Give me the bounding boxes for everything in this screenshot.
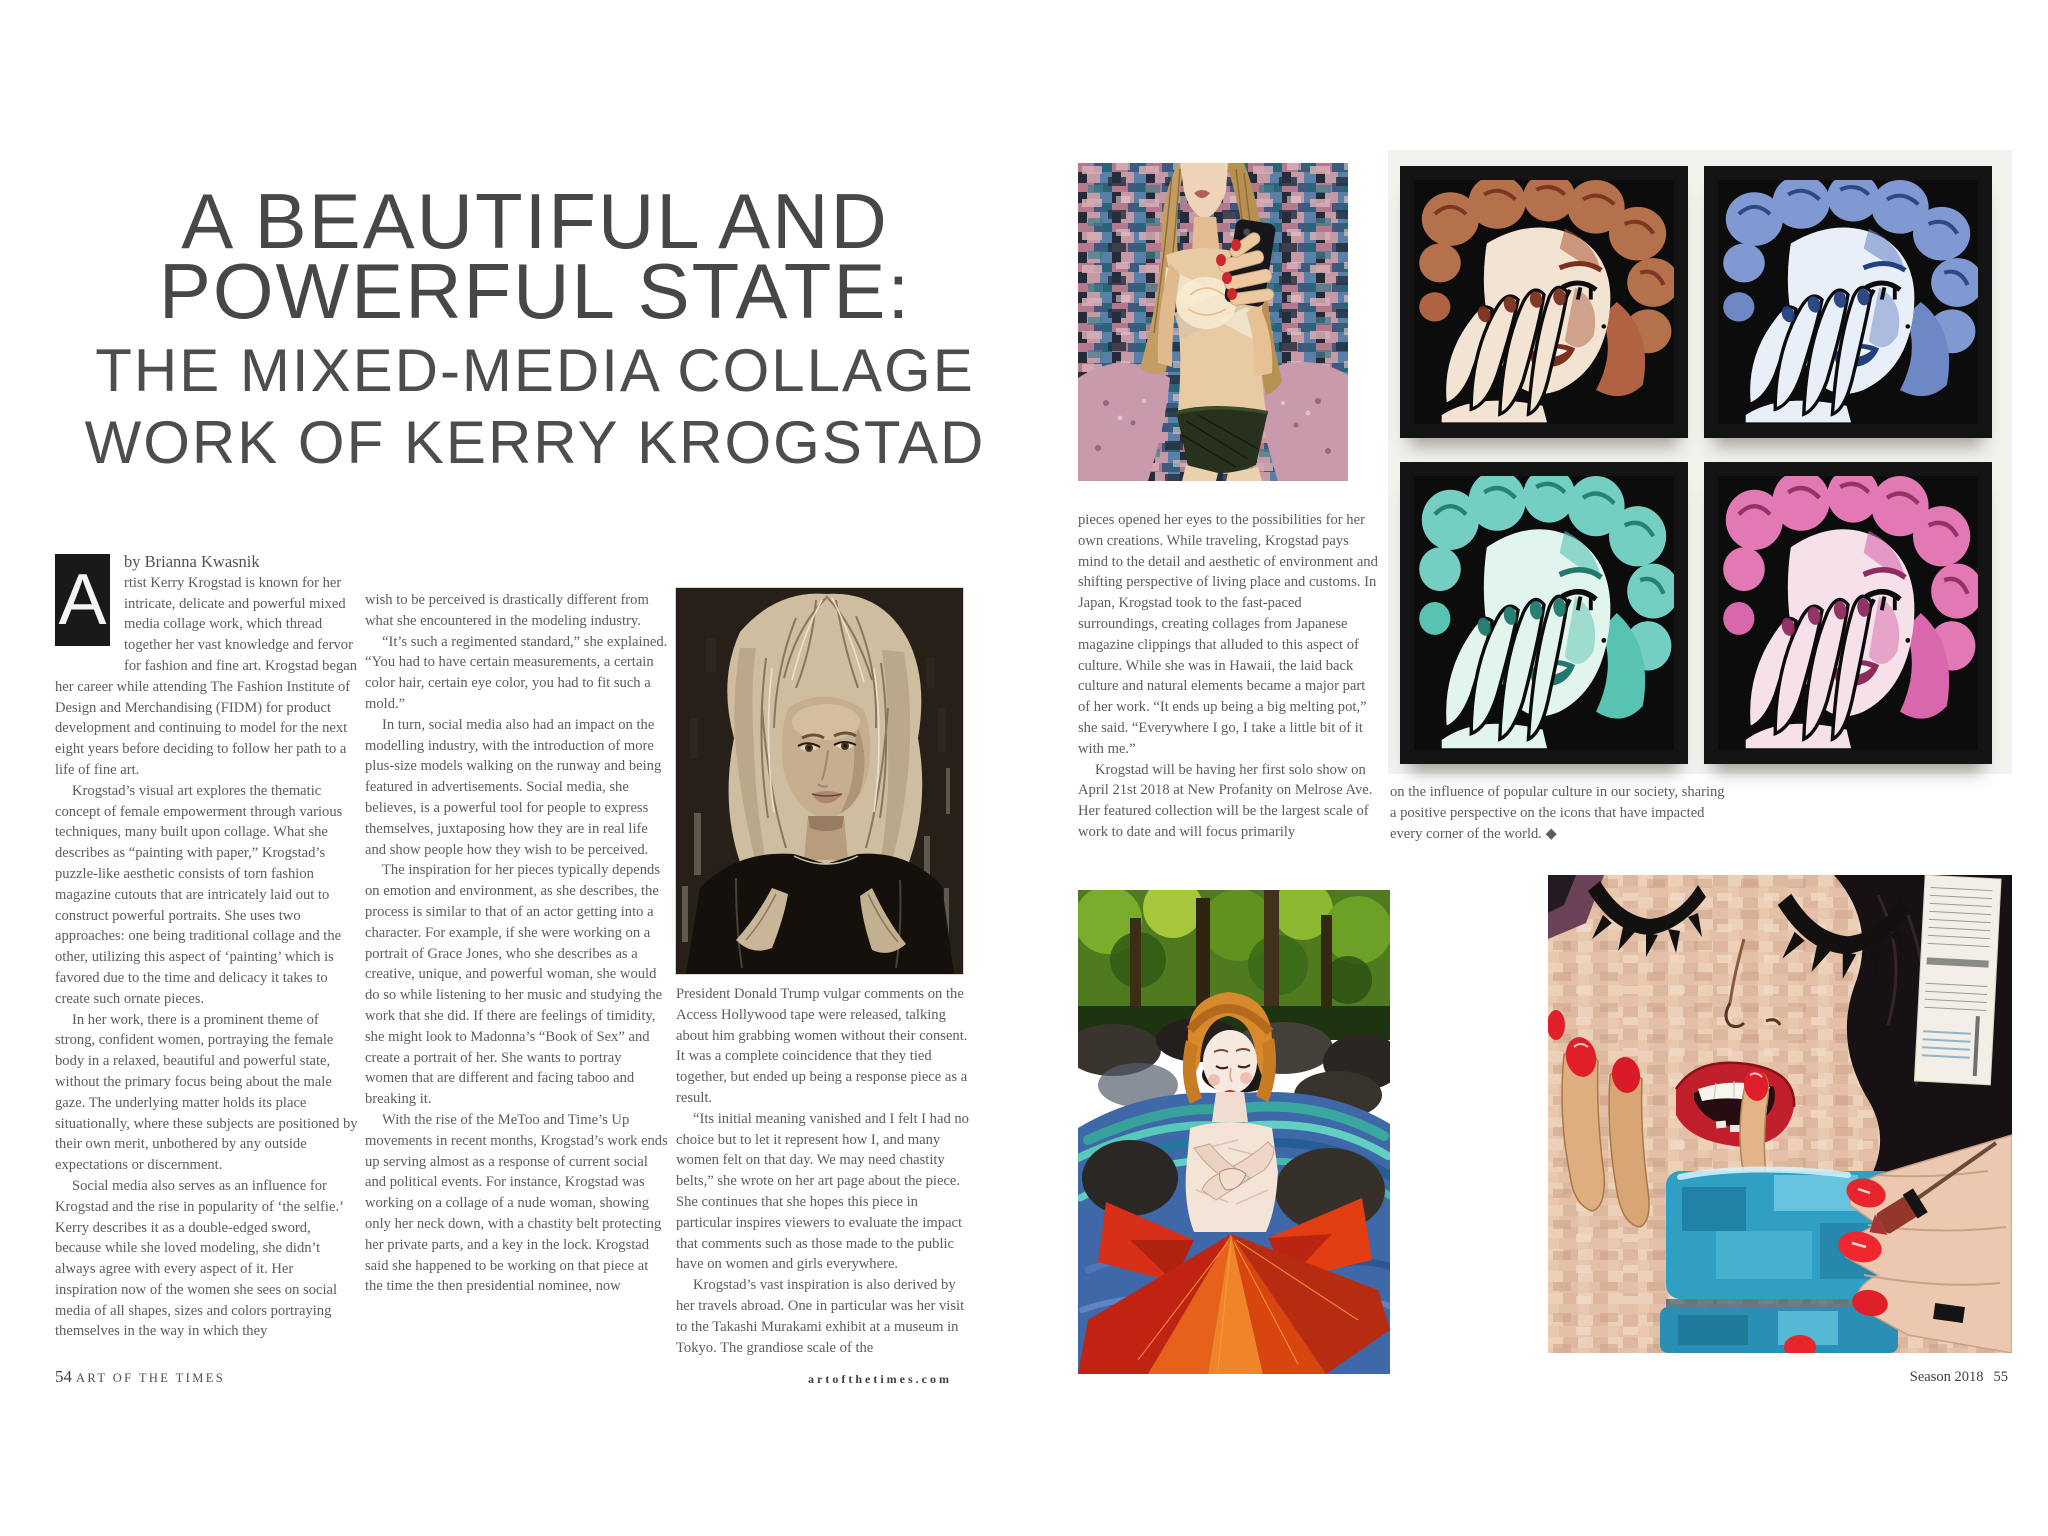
body-paragraph: wish to be perceived is drastically different from what she encountered in the modeling industry. — [365, 592, 649, 629]
body-paragraph: Krogstad’s visual art explores the thematic concept of female empowerment through various techniques, many built upon collage. What she describes as “painting with paper,” Krogstad’s puzzle-like aesthetic consists of torn fashion magazine cutouts that are intricately laid out to construct powerful portraits. She uses two approaches: one being traditional collage and the other, utilizing this aspect of ‘painting’ which is favored due to the time and delicacy it takes to create such ornate pieces. — [55, 782, 343, 1007]
body-paragraph: In her work, there is a prominent theme of strong, confident women, portraying the female body in a relaxed, beautiful and powerful state, without the primary focus being about the male gaze. The underlying matter holds its place situationally, where these subjects are positioned by their own merit, unbothered by any outside expectations or discernment. — [55, 1011, 358, 1174]
artwork-lipstick-closeup-collage — [1548, 875, 2012, 1353]
framed-artwork-pink — [1704, 462, 1992, 764]
footer-page-number-right: 55 — [1993, 1369, 2008, 1385]
framed-artwork-sepia — [1400, 166, 1688, 438]
drop-cap-letter: A — [58, 560, 107, 640]
headline-line1: A BEAUTIFUL AND — [181, 177, 889, 265]
body-paragraph: on the influence of popular culture in our society, sharing a positive perspective on the icons that have impacted every corner of the world. ◆ — [1390, 784, 1725, 842]
headline-line2: POWERFUL STATE: — [158, 247, 912, 335]
article-column-2 — [365, 590, 668, 1297]
body-paragraph: Krogstad will be having her first solo show on April 21st 2018 at New Profanity on Melrose Ave. Her featured collection will be the largest scale of work to date and will focus primarily — [1078, 761, 1373, 840]
artwork-bw-portrait-collage — [676, 588, 963, 974]
footer-website: artofthetimes.com — [808, 1372, 952, 1386]
body-paragraph: With the rise of the MeToo and Time’s Up movements in recent months, Krogstad’s work ends up serving almost as a response of current social and political events. For instance, Krogstad was working on a collage of a nude woman, showing only her neck down, with a chastity belt protecting her private parts, and a key in the lock. Krogstad said she happened to be working on that piece at the time the then presidential nominee, now — [365, 1111, 668, 1295]
subhead-line2: WORK OF KERRY KROGSTAD — [84, 409, 986, 476]
body-paragraph: President Donald Trump vulgar comments on the Access Hollywood tape were released, talking about him grabbing women without their consent. It was a complete coincidence that they tied together, but ended up being a response piece as a result. — [676, 986, 968, 1106]
footer-page-number-left: 54 — [55, 1367, 72, 1386]
body-paragraph: “It’s such a regimented standard,” she explained. “You had to have certain measurements, a certain color hair, certain eye color, you had to fit such a mold.” — [365, 633, 668, 712]
framed-artwork-blue — [1704, 166, 1992, 438]
body-paragraph: Social media also serves as an influence for Krogstad and the rise in popularity of ‘the selfie.’ Kerry describes it as a double-edged sword, because while she loved modeling, she didn’t always agree with every aspect of it. Her inspiration now of the women she sees on social media of all shapes, sizes and colors portraying themselves in the way in which they — [55, 1177, 343, 1340]
framed-artwork-teal — [1400, 462, 1688, 764]
article-column-5 — [1390, 782, 1725, 844]
article-column-3 — [676, 984, 974, 1358]
body-paragraph: Krogstad’s vast inspiration is also derived by her travels abroad. One in particular was her visit to the Takashi Murakami exhibit at a museum in Tokyo. The grandiose scale of the — [676, 1277, 965, 1356]
footer-left — [55, 1367, 225, 1387]
gallery-wall-photo — [1388, 150, 2012, 774]
footer-magazine-title: ART OF THE TIMES — [76, 1371, 226, 1385]
body-paragraph: In turn, social media also had an impact on the modelling industry, with the introduction of more plus-size models walking on the runway and being featured in advertisements. Social media, she believes, is a powerful tool for people to express themselves, juxtaposing how they are in real life and show people how they wish to be perceived. — [365, 716, 662, 858]
body-paragraph: “Its initial meaning vanished and I felt I had no choice but to let it represent how I, and many women felt on that day. We may need chastity belts,” she wrote on her art page about the piece. She continues that she hopes this piece in particular inspires viewers to evaluate the impact that comments such as those made to the public have on women and girls everywhere. — [676, 1110, 969, 1273]
body-paragraph: The inspiration for her pieces typically depends on emotion and environment, as she describes, the process is similar to that of an actor getting into a character. For example, if she were working on a portrait of Grace Jones, who she describes as a creative, unique, and powerful woman, she would do so while listening to her music and studying the work that she did. If there are feelings of timidity, she might look to Madonna’s “Book of Sex” and create a portrait of her. She wants to portray women that are different and facing taboo and breaking it. — [365, 862, 663, 1108]
article-column-4 — [1078, 510, 1381, 843]
body-paragraph: pieces opened her eyes to the possibilities for her own creations. While traveling, Krogstad pays mind to the detail and aesthetic of environment and shifting perspective of living place and customs. In Japan, Krogstad took to the fast-paced surroundings, creating collages from Japanese magazine clippings that alluded to this aspect of culture. While she was in Hawaii, the laid back culture and natural elements became a major part of her work. “It ends up being a big melting pot,” she said. “Everywhere I go, I take a little bit of it with me.” — [1078, 512, 1378, 757]
body-paragraph: rtist Kerry Krogstad is known for her intricate, delicate and powerful mixed media collage work, which thread together her vast knowledge and fervor for fashion and fine art. Krogstad began her career while attending The Fashion Institute of Design and Merchandising (FIDM) for product development and continuing to model for the next eight years before deciding to follow her path to a life of fine art. — [55, 574, 358, 778]
byline: by Brianna Kwasnik — [124, 552, 260, 571]
footer-season: Season 2018 — [1909, 1369, 1984, 1385]
article-column-1 — [55, 552, 358, 1342]
drop-cap-box — [55, 554, 110, 646]
artwork-river-collage — [1078, 890, 1390, 1374]
footer-right — [1778, 1369, 2008, 1386]
artwork-selfie-collage — [1078, 163, 1348, 481]
subhead-line1: THE MIXED-MEDIA COLLAGE — [95, 337, 975, 404]
